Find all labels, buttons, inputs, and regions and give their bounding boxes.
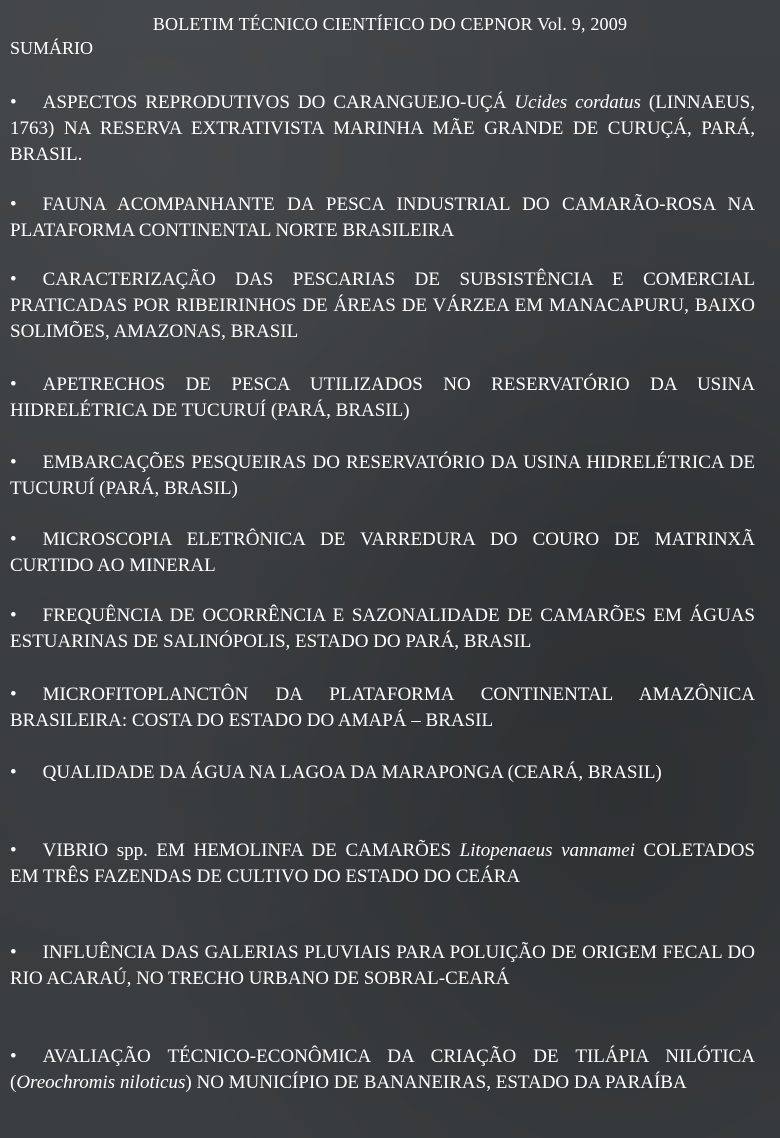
summary-item: • CARACTERIZAÇÃO DAS PESCARIAS DE SUBSISTÊNCIA E COMERCIAL PRATICADAS POR RIBEIRINHOS DE ÁREAS DE VÁRZEA EM MANACAPURU, BAIXO SOLIMÕES, AMAZONAS, BRASIL xyxy=(10,269,755,342)
summary-title: SUMÁRIO xyxy=(10,38,94,58)
summary-item: • INFLUÊNCIA DAS GALERIAS PLUVIAIS PARA POLUIÇÃO DE ORIGEM FECAL DO RIO ACARAÚ, NO TRECHO URBANO DE SOBRAL-CEARÁ xyxy=(10,942,755,989)
summary-item: • AVALIAÇÃO TÉCNICO-ECONÔMICA DA CRIAÇÃO DE TILÁPIA NILÓTICA (Oreochromis niloticus) NO MUNICÍPIO DE BANANEIRAS, ESTADO DA PARAÍBA xyxy=(10,1046,755,1093)
summary-item: • ASPECTOS REPRODUTIVOS DO CARANGUEJO-UÇÁ Ucides cordatus (LINNAEUS, 1763) NA RESERVA EXTRATIVISTA MARINHA MÃE GRANDE DE CURUÇÁ, PARÁ, BRASIL. xyxy=(10,92,755,165)
summary-item: • MICROFITOPLANCTÔN DA PLATAFORMA CONTINENTAL AMAZÔNICA BRASILEIRA: COSTA DO ESTADO DO AMAPÁ – BRASIL xyxy=(10,684,755,731)
summary-item: • EMBARCAÇÕES PESQUEIRAS DO RESERVATÓRIO DA USINA HIDRELÉTRICA DE TUCURUÍ (PARÁ, BRASIL) xyxy=(10,452,755,499)
summary-item: • VIBRIO spp. EM HEMOLINFA DE CAMARÕES Litopenaeus vannamei COLETADOS EM TRÊS FAZENDAS DE CULTIVO DO ESTADO DO CEÁRA xyxy=(10,840,755,887)
summary-item: • APETRECHOS DE PESCA UTILIZADOS NO RESERVATÓRIO DA USINA HIDRELÉTRICA DE TUCURUÍ (PARÁ, BRASIL) xyxy=(10,374,755,421)
summary-item: • FREQUÊNCIA DE OCORRÊNCIA E SAZONALIDADE DE CAMARÕES EM ÁGUAS ESTUARINAS DE SALINÓPOLIS, ESTADO DO PARÁ, BRASIL xyxy=(10,605,755,652)
summary-item: • MICROSCOPIA ELETRÔNICA DE VARREDURA DO COURO DE MATRINXÃ CURTIDO AO MINERAL xyxy=(10,529,755,576)
journal-header: BOLETIM TÉCNICO CIENTÍFICO DO CEPNOR Vol. 9, 2009 xyxy=(152,14,628,34)
summary-item: • FAUNA ACOMPANHANTE DA PESCA INDUSTRIAL DO CAMARÃO-ROSA NA PLATAFORMA CONTINENTAL NORTE BRASILEIRA xyxy=(10,194,755,241)
summary-item: • QUALIDADE DA ÁGUA NA LAGOA DA MARAPONGA (CEARÁ, BRASIL) xyxy=(10,762,662,783)
